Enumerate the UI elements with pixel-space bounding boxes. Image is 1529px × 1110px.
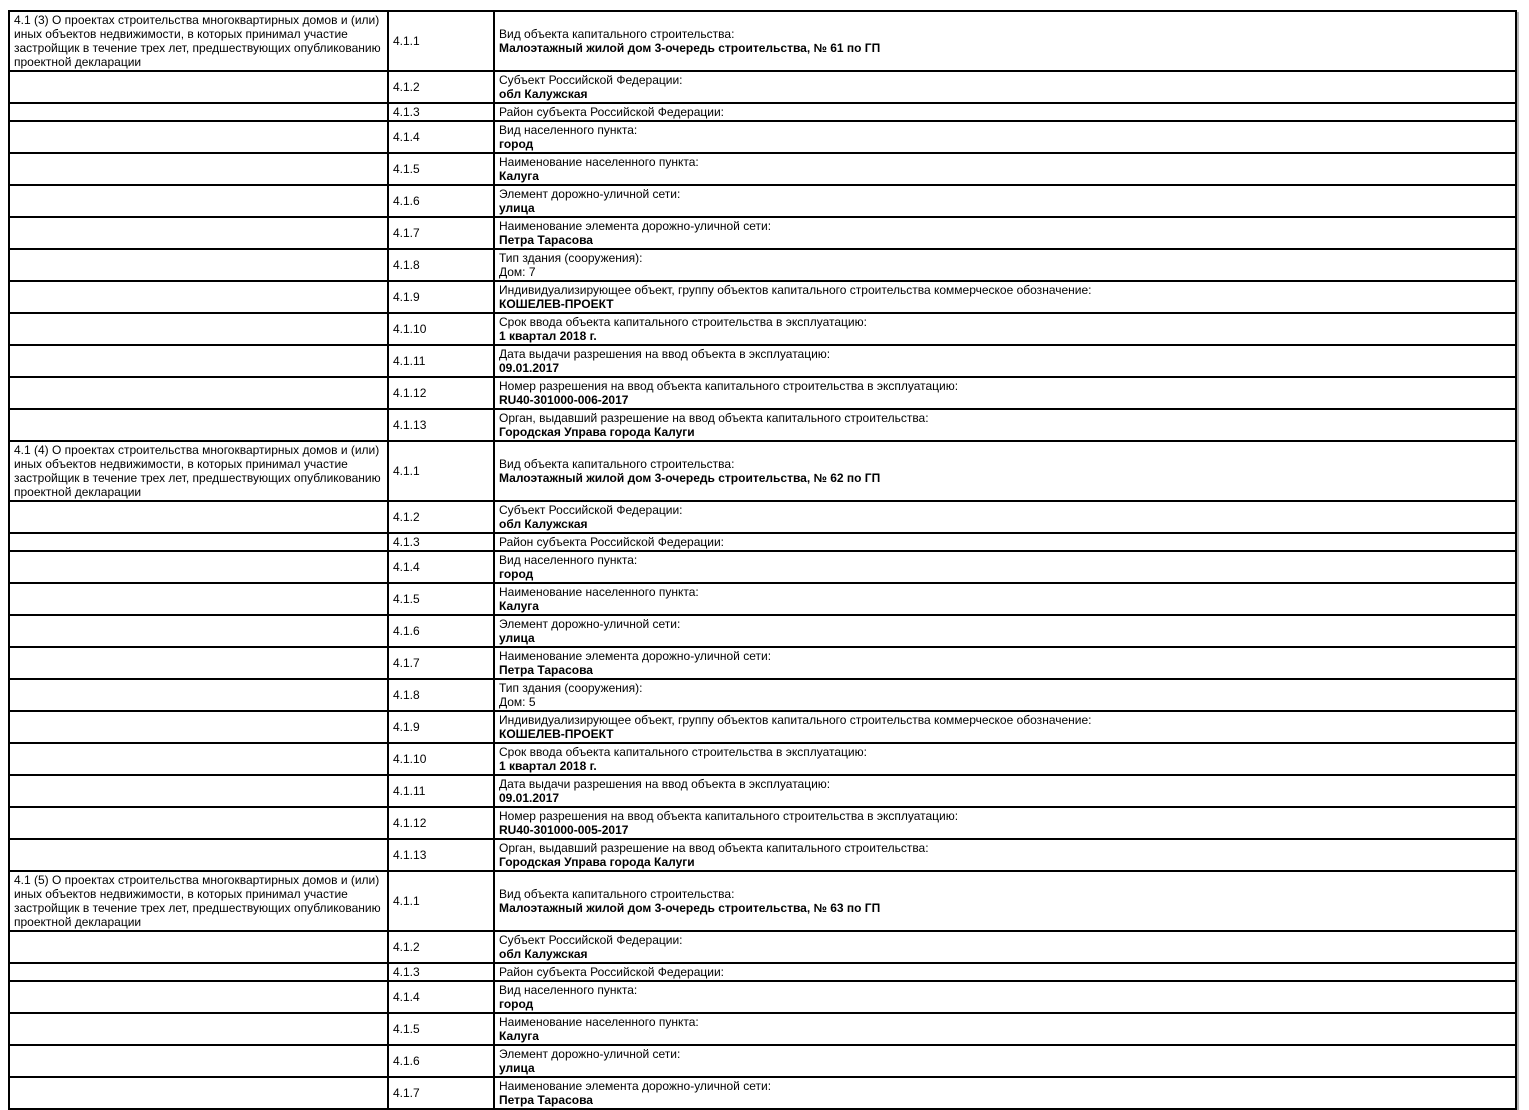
table-row	[9, 743, 1516, 775]
field-value: КОШЕЛЕВ-ПРОЕКТ	[499, 727, 614, 741]
field-label: Срок ввода объекта капитального строительства в эксплуатацию:	[499, 315, 867, 329]
section-description-cell	[9, 1045, 388, 1077]
row-content-cell	[494, 185, 1516, 217]
row-content-cell	[494, 871, 1516, 931]
row-number-cell: 4.1.5	[388, 1013, 494, 1045]
field-value: Петра Тарасова	[499, 1093, 593, 1107]
section-description-cell	[9, 121, 388, 153]
field-value: КОШЕЛЕВ-ПРОЕКТ	[499, 297, 614, 311]
row-content-cell	[494, 711, 1516, 743]
declaration-table	[8, 10, 1517, 1110]
field-label: Дата выдачи разрешения на ввод объекта в эксплуатацию:	[499, 347, 831, 361]
section-description-cell	[9, 217, 388, 249]
field-value: 09.01.2017	[499, 361, 560, 375]
section-description-cell	[9, 807, 388, 839]
row-content-cell	[494, 409, 1516, 441]
row-number-cell: 4.1.5	[388, 153, 494, 185]
row-content-cell	[494, 103, 1516, 121]
section-description-cell	[9, 839, 388, 871]
section-description-cell	[9, 345, 388, 377]
row-content-cell	[494, 963, 1516, 981]
row-number-cell: 4.1.3	[388, 963, 494, 981]
section-description-cell	[9, 871, 388, 931]
row-number-cell: 4.1.10	[388, 313, 494, 345]
section-description: 4.1 (5) О проектах строительства многоквартирных домов и (или) иных объектов недвижимости, в которых принимал участие застройщик в течение трех лет, предшествующих опубликованию проектной декларации	[14, 873, 381, 929]
field-label: Вид объекта капитального строительства:	[499, 887, 735, 901]
row-number-cell: 4.1.7	[388, 217, 494, 249]
field-label: Наименование элемента дорожно-уличной сети:	[499, 1079, 772, 1093]
field-value: обл Калужская	[499, 87, 588, 101]
section-description: 4.1 (3) О проектах строительства многоквартирных домов и (или) иных объектов недвижимости, в которых принимал участие застройщик в течение трех лет, предшествующих опубликованию проектной декларации	[14, 13, 381, 69]
row-content-cell	[494, 981, 1516, 1013]
field-value: 1 квартал 2018 г.	[499, 329, 597, 343]
row-number-cell: 4.1.9	[388, 281, 494, 313]
row-content-cell	[494, 1045, 1516, 1077]
table-row	[9, 963, 1516, 981]
section-description-cell	[9, 533, 388, 551]
row-content-cell	[494, 441, 1516, 501]
row-number-cell: 4.1.10	[388, 743, 494, 775]
section-description-cell	[9, 1077, 388, 1109]
row-content-cell	[494, 249, 1516, 281]
row-content-cell	[494, 345, 1516, 377]
field-label: Срок ввода объекта капитального строительства в эксплуатацию:	[499, 745, 867, 759]
table-row	[9, 1013, 1516, 1045]
field-value: Малоэтажный жилой дом 3-очередь строительства, № 61 по ГП	[499, 41, 881, 55]
field-label: Район субъекта Российской Федерации:	[499, 535, 724, 549]
row-number-cell: 4.1.7	[388, 647, 494, 679]
section-description-cell	[9, 775, 388, 807]
field-value: улица	[499, 631, 535, 645]
row-content-cell	[494, 775, 1516, 807]
field-label: Район субъекта Российской Федерации:	[499, 105, 724, 119]
field-value: обл Калужская	[499, 517, 588, 531]
table-row	[9, 345, 1516, 377]
row-number-cell: 4.1.11	[388, 775, 494, 807]
row-content-cell	[494, 71, 1516, 103]
row-number-cell: 4.1.6	[388, 185, 494, 217]
field-value: RU40-301000-006-2017	[499, 393, 629, 407]
field-value: улица	[499, 1061, 535, 1075]
table-row	[9, 377, 1516, 409]
field-label: Субъект Российской Федерации:	[499, 933, 683, 947]
field-label: Орган, выдавший разрешение на ввод объекта капитального строительства:	[499, 841, 929, 855]
row-content-cell	[494, 583, 1516, 615]
table-row	[9, 533, 1516, 551]
section-description-cell	[9, 409, 388, 441]
row-content-cell	[494, 679, 1516, 711]
field-value: RU40-301000-005-2017	[499, 823, 629, 837]
table-row	[9, 615, 1516, 647]
row-content-cell	[494, 615, 1516, 647]
section-description-cell	[9, 981, 388, 1013]
row-content-cell	[494, 647, 1516, 679]
field-label: Элемент дорожно-уличной сети:	[499, 1047, 681, 1061]
row-number-cell: 4.1.3	[388, 533, 494, 551]
row-number-cell: 4.1.12	[388, 807, 494, 839]
row-number-cell: 4.1.8	[388, 249, 494, 281]
row-number-cell: 4.1.1	[388, 11, 494, 71]
field-value: город	[499, 567, 534, 581]
row-content-cell	[494, 281, 1516, 313]
field-label: Наименование элемента дорожно-уличной сети:	[499, 219, 772, 233]
section-description-cell	[9, 501, 388, 533]
section-description-cell	[9, 377, 388, 409]
section-description-cell	[9, 679, 388, 711]
row-content-cell	[494, 1077, 1516, 1109]
field-value: Малоэтажный жилой дом 3-очередь строительства, № 62 по ГП	[499, 471, 881, 485]
table-row	[9, 71, 1516, 103]
field-label: Вид населенного пункта:	[499, 553, 638, 567]
section-description-cell	[9, 647, 388, 679]
section-description-cell	[9, 583, 388, 615]
row-number-cell: 4.1.2	[388, 71, 494, 103]
section-description-cell	[9, 313, 388, 345]
field-value: улица	[499, 201, 535, 215]
row-number-cell: 4.1.6	[388, 1045, 494, 1077]
field-value: Малоэтажный жилой дом 3-очередь строительства, № 63 по ГП	[499, 901, 881, 915]
table-row	[9, 103, 1516, 121]
field-label: Орган, выдавший разрешение на ввод объекта капитального строительства:	[499, 411, 929, 425]
table-row	[9, 1045, 1516, 1077]
field-value: Петра Тарасова	[499, 663, 593, 677]
row-content-cell	[494, 121, 1516, 153]
field-value: Городская Управа города Калуги	[499, 425, 695, 439]
field-value: Дом: 7	[499, 265, 536, 279]
row-content-cell	[494, 533, 1516, 551]
section-description-cell	[9, 743, 388, 775]
row-number-cell: 4.1.6	[388, 615, 494, 647]
row-number-cell: 4.1.1	[388, 441, 494, 501]
table-row	[9, 551, 1516, 583]
field-value: город	[499, 137, 534, 151]
row-number-cell: 4.1.3	[388, 103, 494, 121]
table-row	[9, 313, 1516, 345]
row-content-cell	[494, 743, 1516, 775]
row-number-cell: 4.1.2	[388, 501, 494, 533]
section-description-cell	[9, 11, 388, 71]
row-content-cell	[494, 11, 1516, 71]
field-value: город	[499, 997, 534, 1011]
field-label: Наименование населенного пункта:	[499, 155, 699, 169]
field-value: Городская Управа города Калуги	[499, 855, 695, 869]
field-label: Наименование населенного пункта:	[499, 1015, 699, 1029]
row-number-cell: 4.1.5	[388, 583, 494, 615]
field-label: Номер разрешения на ввод объекта капитального строительства в эксплуатацию:	[499, 379, 959, 393]
row-content-cell	[494, 931, 1516, 963]
table-row	[9, 441, 1516, 501]
section-description-cell	[9, 71, 388, 103]
field-label: Элемент дорожно-уличной сети:	[499, 187, 681, 201]
section-description-cell	[9, 931, 388, 963]
field-label: Дата выдачи разрешения на ввод объекта в эксплуатацию:	[499, 777, 831, 791]
row-content-cell	[494, 153, 1516, 185]
field-label: Вид объекта капитального строительства:	[499, 457, 735, 471]
table-body	[9, 11, 1516, 1109]
row-number-cell: 4.1.1	[388, 871, 494, 931]
field-label: Тип здания (сооружения):	[499, 681, 643, 695]
field-label: Индивидуализирующее объект, группу объектов капитального строительства коммерческое обозначение:	[499, 283, 1092, 297]
row-number-cell: 4.1.12	[388, 377, 494, 409]
table-row	[9, 807, 1516, 839]
section-description-cell	[9, 281, 388, 313]
row-number-cell: 4.1.2	[388, 931, 494, 963]
field-value: 1 квартал 2018 г.	[499, 759, 597, 773]
table-row	[9, 409, 1516, 441]
table-row	[9, 121, 1516, 153]
field-value: обл Калужская	[499, 947, 588, 961]
field-label: Наименование населенного пункта:	[499, 585, 699, 599]
row-number-cell: 4.1.4	[388, 981, 494, 1013]
table-row	[9, 11, 1516, 71]
table-row	[9, 501, 1516, 533]
section-description-cell	[9, 103, 388, 121]
table-row	[9, 583, 1516, 615]
row-number-cell: 4.1.7	[388, 1077, 494, 1109]
field-label: Субъект Российской Федерации:	[499, 503, 683, 517]
table-row	[9, 217, 1516, 249]
field-value: 09.01.2017	[499, 791, 560, 805]
section-description-cell	[9, 615, 388, 647]
section-description-cell	[9, 963, 388, 981]
field-label: Номер разрешения на ввод объекта капитального строительства в эксплуатацию:	[499, 809, 959, 823]
section-description-cell	[9, 441, 388, 501]
field-label: Вид объекта капитального строительства:	[499, 27, 735, 41]
field-label: Тип здания (сооружения):	[499, 251, 643, 265]
row-number-cell: 4.1.8	[388, 679, 494, 711]
section-description: 4.1 (4) О проектах строительства многоквартирных домов и (или) иных объектов недвижимости, в которых принимал участие застройщик в течение трех лет, предшествующих опубликованию проектной декларации	[14, 443, 381, 499]
table-row	[9, 839, 1516, 871]
table-row	[9, 249, 1516, 281]
field-label: Район субъекта Российской Федерации:	[499, 965, 724, 979]
table-row	[9, 871, 1516, 931]
section-description-cell	[9, 551, 388, 583]
row-number-cell: 4.1.4	[388, 551, 494, 583]
field-value: Калуга	[499, 169, 539, 183]
section-description-cell	[9, 711, 388, 743]
field-label: Вид населенного пункта:	[499, 983, 638, 997]
row-content-cell	[494, 551, 1516, 583]
row-number-cell: 4.1.9	[388, 711, 494, 743]
field-label: Элемент дорожно-уличной сети:	[499, 617, 681, 631]
row-number-cell: 4.1.13	[388, 409, 494, 441]
section-description-cell	[9, 185, 388, 217]
row-content-cell	[494, 839, 1516, 871]
field-label: Индивидуализирующее объект, группу объектов капитального строительства коммерческое обозначение:	[499, 713, 1092, 727]
table-row	[9, 775, 1516, 807]
table-row	[9, 281, 1516, 313]
section-description-cell	[9, 153, 388, 185]
field-value: Калуга	[499, 599, 539, 613]
row-content-cell	[494, 377, 1516, 409]
field-value: Петра Тарасова	[499, 233, 593, 247]
table-row	[9, 185, 1516, 217]
row-number-cell: 4.1.4	[388, 121, 494, 153]
table-row	[9, 931, 1516, 963]
table-row	[9, 981, 1516, 1013]
row-content-cell	[494, 501, 1516, 533]
field-label: Наименование элемента дорожно-уличной сети:	[499, 649, 772, 663]
field-label: Субъект Российской Федерации:	[499, 73, 683, 87]
row-content-cell	[494, 1013, 1516, 1045]
row-content-cell	[494, 217, 1516, 249]
row-number-cell: 4.1.13	[388, 839, 494, 871]
table-row	[9, 1077, 1516, 1109]
field-value: Калуга	[499, 1029, 539, 1043]
table-row	[9, 647, 1516, 679]
table-row	[9, 679, 1516, 711]
row-number-cell: 4.1.11	[388, 345, 494, 377]
row-content-cell	[494, 313, 1516, 345]
row-content-cell	[494, 807, 1516, 839]
section-description-cell	[9, 249, 388, 281]
table-row	[9, 153, 1516, 185]
section-description-cell	[9, 1013, 388, 1045]
table-row	[9, 711, 1516, 743]
field-value: Дом: 5	[499, 695, 536, 709]
field-label: Вид населенного пункта:	[499, 123, 638, 137]
